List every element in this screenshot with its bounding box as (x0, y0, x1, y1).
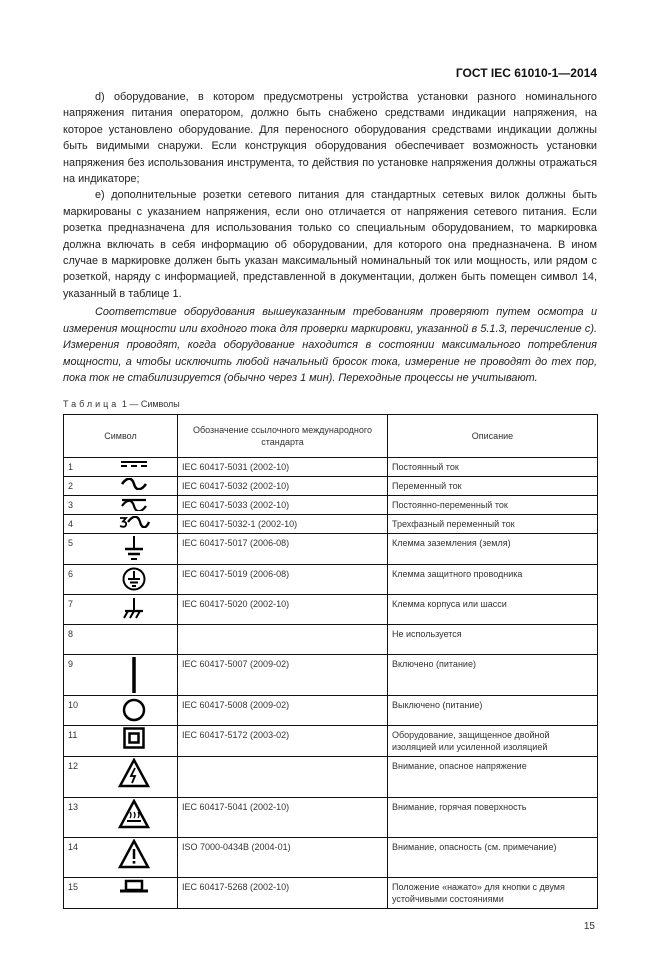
description-cell: Трехфазный переменный ток (388, 515, 598, 534)
table-row (64, 655, 598, 696)
symbol-cell (90, 595, 178, 625)
row-number: 9 (64, 655, 91, 696)
description-cell: Оборудование, защищенное двойной изоляцией или усиленной изоляцией (388, 726, 598, 757)
description-cell: Клемма корпуса или шасси (388, 595, 598, 625)
table-row (64, 878, 598, 909)
row-number: 1 (64, 458, 91, 477)
standard-cell: IEC 60417-5007 (2009-02) (178, 655, 388, 696)
description-cell: Внимание, опасное напряжение (388, 757, 598, 798)
ac-current-icon (90, 478, 177, 490)
standard-cell: IEC 60417-5031 (2002-10) (178, 458, 388, 477)
symbol-cell (90, 696, 178, 726)
symbol-cell (90, 496, 178, 515)
row-number: 11 (64, 726, 91, 757)
description-cell: Переменный ток (388, 477, 598, 496)
table-row (64, 798, 598, 838)
standard-cell: IEC 60417-5020 (2002-10) (178, 595, 388, 625)
row-number: 3 (64, 496, 91, 515)
header-symbol: Символ (64, 415, 178, 458)
row-number: 15 (64, 878, 91, 909)
paragraph-e: е) дополнительные розетки сетевого питания для стандартных сетевых вилок должны быть маркированы с указанием напряжения, если оно отличается от напряжения сетевого питания. Если розетка предназначена для использования только со специальным оборудованием, то маркировка должна включать в себя информацию об оборудовании, для которого она предназначена. В ином случае в маркировке должен быть указан максимальный номинальный ток или мощность, или рядом с розеткой, наряду с информацией, представленной в документации, должен быть помещен символ 14, указанный в таблице 1. (63, 189, 597, 300)
row-number: 7 (64, 595, 91, 625)
row-number: 12 (64, 757, 91, 798)
standard-cell: IEC 60417-5019 (2006-08) (178, 565, 388, 595)
row-number: 10 (64, 696, 91, 726)
standard-cell: IEC 60417-5041 (2002-10) (178, 798, 388, 838)
hot-surface-warning-icon (90, 799, 177, 829)
table-row (64, 515, 598, 534)
table-row (64, 595, 598, 625)
description-cell: Положение «нажато» для кнопки с двумя устойчивыми состояниями (388, 878, 598, 909)
table-row (64, 565, 598, 595)
table-caption (63, 398, 597, 410)
header-standard: Обозначение ссылочного международного стандарта (178, 415, 388, 458)
header-description: Описание (388, 415, 598, 458)
row-number: 2 (64, 477, 91, 496)
row-number: 14 (64, 838, 91, 878)
standard-cell: IEC 60417-5032 (2002-10) (178, 477, 388, 496)
table-row (64, 838, 598, 878)
description-cell: Постоянный ток (388, 458, 598, 477)
row-number: 4 (64, 515, 91, 534)
table-caption-word: Таблица (63, 399, 120, 410)
earth-ground-icon (90, 535, 177, 561)
table-row (64, 458, 598, 477)
description-cell: Постоянно-переменный ток (388, 496, 598, 515)
symbol-cell (90, 477, 178, 496)
caution-warning-icon (90, 839, 177, 869)
power-on-icon (90, 656, 177, 694)
power-off-icon (90, 697, 177, 723)
dc-current-icon (90, 459, 177, 469)
symbols-table (63, 414, 598, 909)
symbol-cell (90, 798, 178, 838)
double-insulation-icon (90, 727, 177, 749)
table-row (64, 625, 598, 655)
symbol-cell (90, 838, 178, 878)
standard-cell: IEC 60417-5033 (2002-10) (178, 496, 388, 515)
symbol-cell (90, 726, 178, 757)
description-cell: Внимание, опасность (см. примечание) (388, 838, 598, 878)
page-number: 15 (583, 921, 595, 933)
table-row (64, 534, 598, 565)
symbol-cell (90, 878, 178, 909)
symbol-cell (90, 757, 178, 798)
table-row (64, 757, 598, 798)
standard-cell (178, 625, 388, 655)
symbol-cell (90, 655, 178, 696)
paragraph-d: d) оборудование, в котором предусмотрены устройства установки разного номинального напряжения питания оператором, должно быть снабжено средствами индикации напряжения, на которое установлено оборудование. Для переносного оборудования средствами индикации должны быть видимыми снаружи. Если конструкция оборудования обеспечивает возможность установки напряжения без использования инструмента, то действия по установке напряжения должны отражаться на индикаторе; (63, 91, 597, 186)
table-row (64, 696, 598, 726)
ac-dc-current-icon (90, 497, 177, 511)
protective-earth-icon (90, 566, 177, 592)
body-text (63, 89, 597, 386)
symbol-cell (90, 515, 178, 534)
symbol-cell (90, 534, 178, 565)
description-cell: Не используется (388, 625, 598, 655)
table-row (64, 496, 598, 515)
chassis-ground-icon (90, 596, 177, 620)
description-cell: Выключено (питание) (388, 696, 598, 726)
symbol-cell (90, 458, 178, 477)
row-number: 5 (64, 534, 91, 565)
standard-cell: IEC 60417-5172 (2003-02) (178, 726, 388, 757)
document-header: ГОСТ IEC 61010-1—2014 (455, 66, 597, 80)
description-cell: Клемма заземления (земля) (388, 534, 598, 565)
description-cell: Включено (питание) (388, 655, 598, 696)
standard-cell (178, 757, 388, 798)
description-cell: Клемма защитного проводника (388, 565, 598, 595)
description-cell: Внимание, горячая поверхность (388, 798, 598, 838)
compliance-paragraph: Соответствие оборудования вышеуказанным требованиям проверяют путем осмотра и измерения мощности или входного тока для проверки маркировки, указанной в 5.1.3, перечисление с). Измерения проводят, когда оборудование находится в состоянии максимального потребления мощности, а чтобы исключить любой начальный бросок тока, измерение не проводят до тех пор, пока ток не стабилизируется (обычно через 1 мин). Переходные процессы не учитывают. (63, 306, 597, 384)
standard-cell: IEC 60417-5008 (2009-02) (178, 696, 388, 726)
table-row (64, 477, 598, 496)
standard-cell: ISO 7000-0434B (2004-01) (178, 838, 388, 878)
table-row (64, 726, 598, 757)
push-button-in-icon (90, 879, 177, 893)
symbol-cell (90, 625, 178, 655)
symbol-cell (90, 565, 178, 595)
table-header-row (64, 415, 598, 458)
row-number: 6 (64, 565, 91, 595)
high-voltage-warning-icon (90, 758, 177, 788)
row-number: 13 (64, 798, 91, 838)
three-phase-ac-icon (90, 516, 177, 528)
standard-cell: IEC 60417-5268 (2002-10) (178, 878, 388, 909)
standard-cell: IEC 60417-5032-1 (2002-10) (178, 515, 388, 534)
row-number: 8 (64, 625, 91, 655)
table-caption-title: 1 — Символы (121, 399, 180, 410)
standard-cell: IEC 60417-5017 (2006-08) (178, 534, 388, 565)
